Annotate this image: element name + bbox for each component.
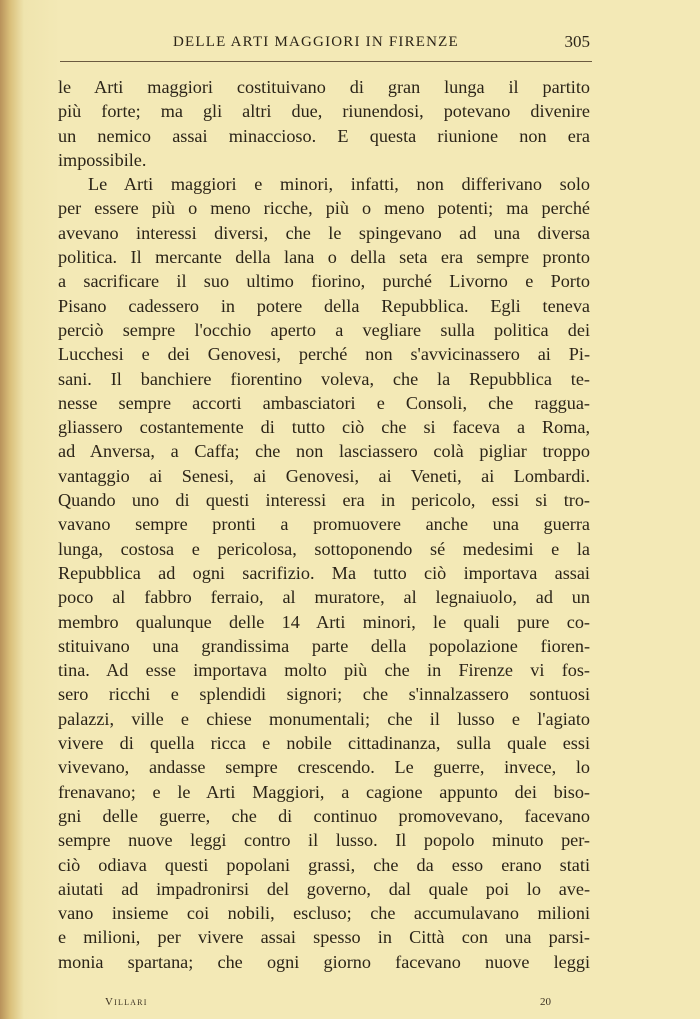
- text-line: avevano interessi diversi, che le spingevano ad una diversa: [58, 222, 590, 243]
- text-line: e milioni, per vivere assai spesso in Città con una parsi-: [58, 927, 590, 948]
- text-line: le Arti maggiori costituivano di gran lunga il partito: [58, 77, 590, 97]
- text-line: vavano sempre pronti a promuovere anche una guerra: [58, 514, 590, 535]
- text-line: vantaggio ai Senesi, ai Genovesi, ai Veneti, ai Lombardi.: [58, 465, 590, 486]
- text-line: poco al fabbro ferraio, al muratore, al legnaiuolo, ad un: [58, 587, 590, 608]
- text-line: per essere più o meno ricche, più o meno potenti; ma perché: [58, 198, 590, 219]
- header-rule: [60, 61, 592, 62]
- text-line: lunga, costosa e pericolosa, sottoponendo sé medesimi e la: [58, 538, 590, 559]
- text-line: stituivano una grandissima parte della popolazione fioren-: [58, 635, 590, 656]
- text-line: aiutati ad impadronirsi del governo, dal quale poi lo ave-: [58, 878, 590, 899]
- text-line: gni delle guerre, che di continuo promovevano, facevano: [58, 805, 590, 826]
- page-footer: [60, 996, 592, 1014]
- text-line: tina. Ad esse importava molto più che in Firenze vi fos-: [58, 660, 590, 681]
- text-line: vivere di quella ricca e nobile cittadinanza, sulla quale essi: [58, 733, 590, 754]
- text-line: monia spartana; che ogni giorno facevano nuove leggi: [58, 951, 590, 972]
- page-number: 305: [564, 32, 590, 51]
- text-line: Lucchesi e dei Genovesi, perché non s'avvicinassero ai Pi-: [58, 344, 590, 365]
- body-text: [58, 75, 590, 974]
- text-line: vano insieme coi nobili, escluso; che accumulavano milioni: [58, 903, 590, 924]
- text-line: sempre nuove leggi contro il lusso. Il popolo minuto per-: [58, 830, 590, 851]
- text-line: Repubblica ad ogni sacrifizio. Ma tutto ciò importava assai: [58, 562, 590, 583]
- page-header: [60, 32, 592, 58]
- text-line: membro qualunque delle 14 Arti minori, le quali pure co-: [58, 611, 590, 632]
- text-line: frenavano; e le Arti Maggiori, a cagione appunto dei biso-: [58, 781, 590, 802]
- text-line: impossibile.: [58, 149, 147, 170]
- signature-mark-left: Villari: [105, 996, 148, 1008]
- running-head: DELLE ARTI MAGGIORI IN FIRENZE: [173, 34, 459, 50]
- signature-mark-right: 20: [540, 996, 551, 1008]
- paragraph-start-line: Le Arti maggiori e minori, infatti, non differivano solo: [88, 174, 590, 195]
- text-line: Pisano cadessero in potere della Repubblica. Egli teneva: [58, 295, 590, 316]
- text-line: ciò odiava questi popolani grassi, che da esso erano stati: [58, 854, 590, 875]
- text-line: vivevano, andasse sempre crescendo. Le guerre, invece, lo: [58, 757, 590, 778]
- text-line: sero ricchi e splendidi signori; che s'innalzassero sontuosi: [58, 684, 590, 705]
- text-line: palazzi, ville e chiese monumentali; che il lusso e l'agiato: [58, 708, 590, 729]
- text-line: perciò sempre l'occhio aperto a vegliare sulla politica dei: [58, 319, 590, 340]
- text-line: a sacrificare il suo ultimo fiorino, purché Livorno e Porto: [58, 271, 590, 292]
- text-line: sani. Il banchiere fiorentino voleva, che la Repubblica te-: [58, 368, 590, 389]
- text-line: politica. Il mercante della lana o della seta era sempre pronto: [58, 247, 590, 268]
- text-line: gliassero costantemente di tutto ciò che si faceva a Roma,: [58, 417, 590, 438]
- text-line: nesse sempre accorti ambasciatori e Consoli, che raggua-: [58, 392, 590, 413]
- text-line: ad Anversa, a Caffa; che non lasciassero colà pigliar troppo: [58, 441, 590, 462]
- text-line: più forte; ma gli altri due, riunendosi, potevano divenire: [58, 101, 590, 122]
- text-line: un nemico assai minaccioso. E questa riunione non era: [58, 125, 590, 146]
- text-line: Quando uno di questi interessi era in pericolo, essi si tro-: [58, 490, 590, 511]
